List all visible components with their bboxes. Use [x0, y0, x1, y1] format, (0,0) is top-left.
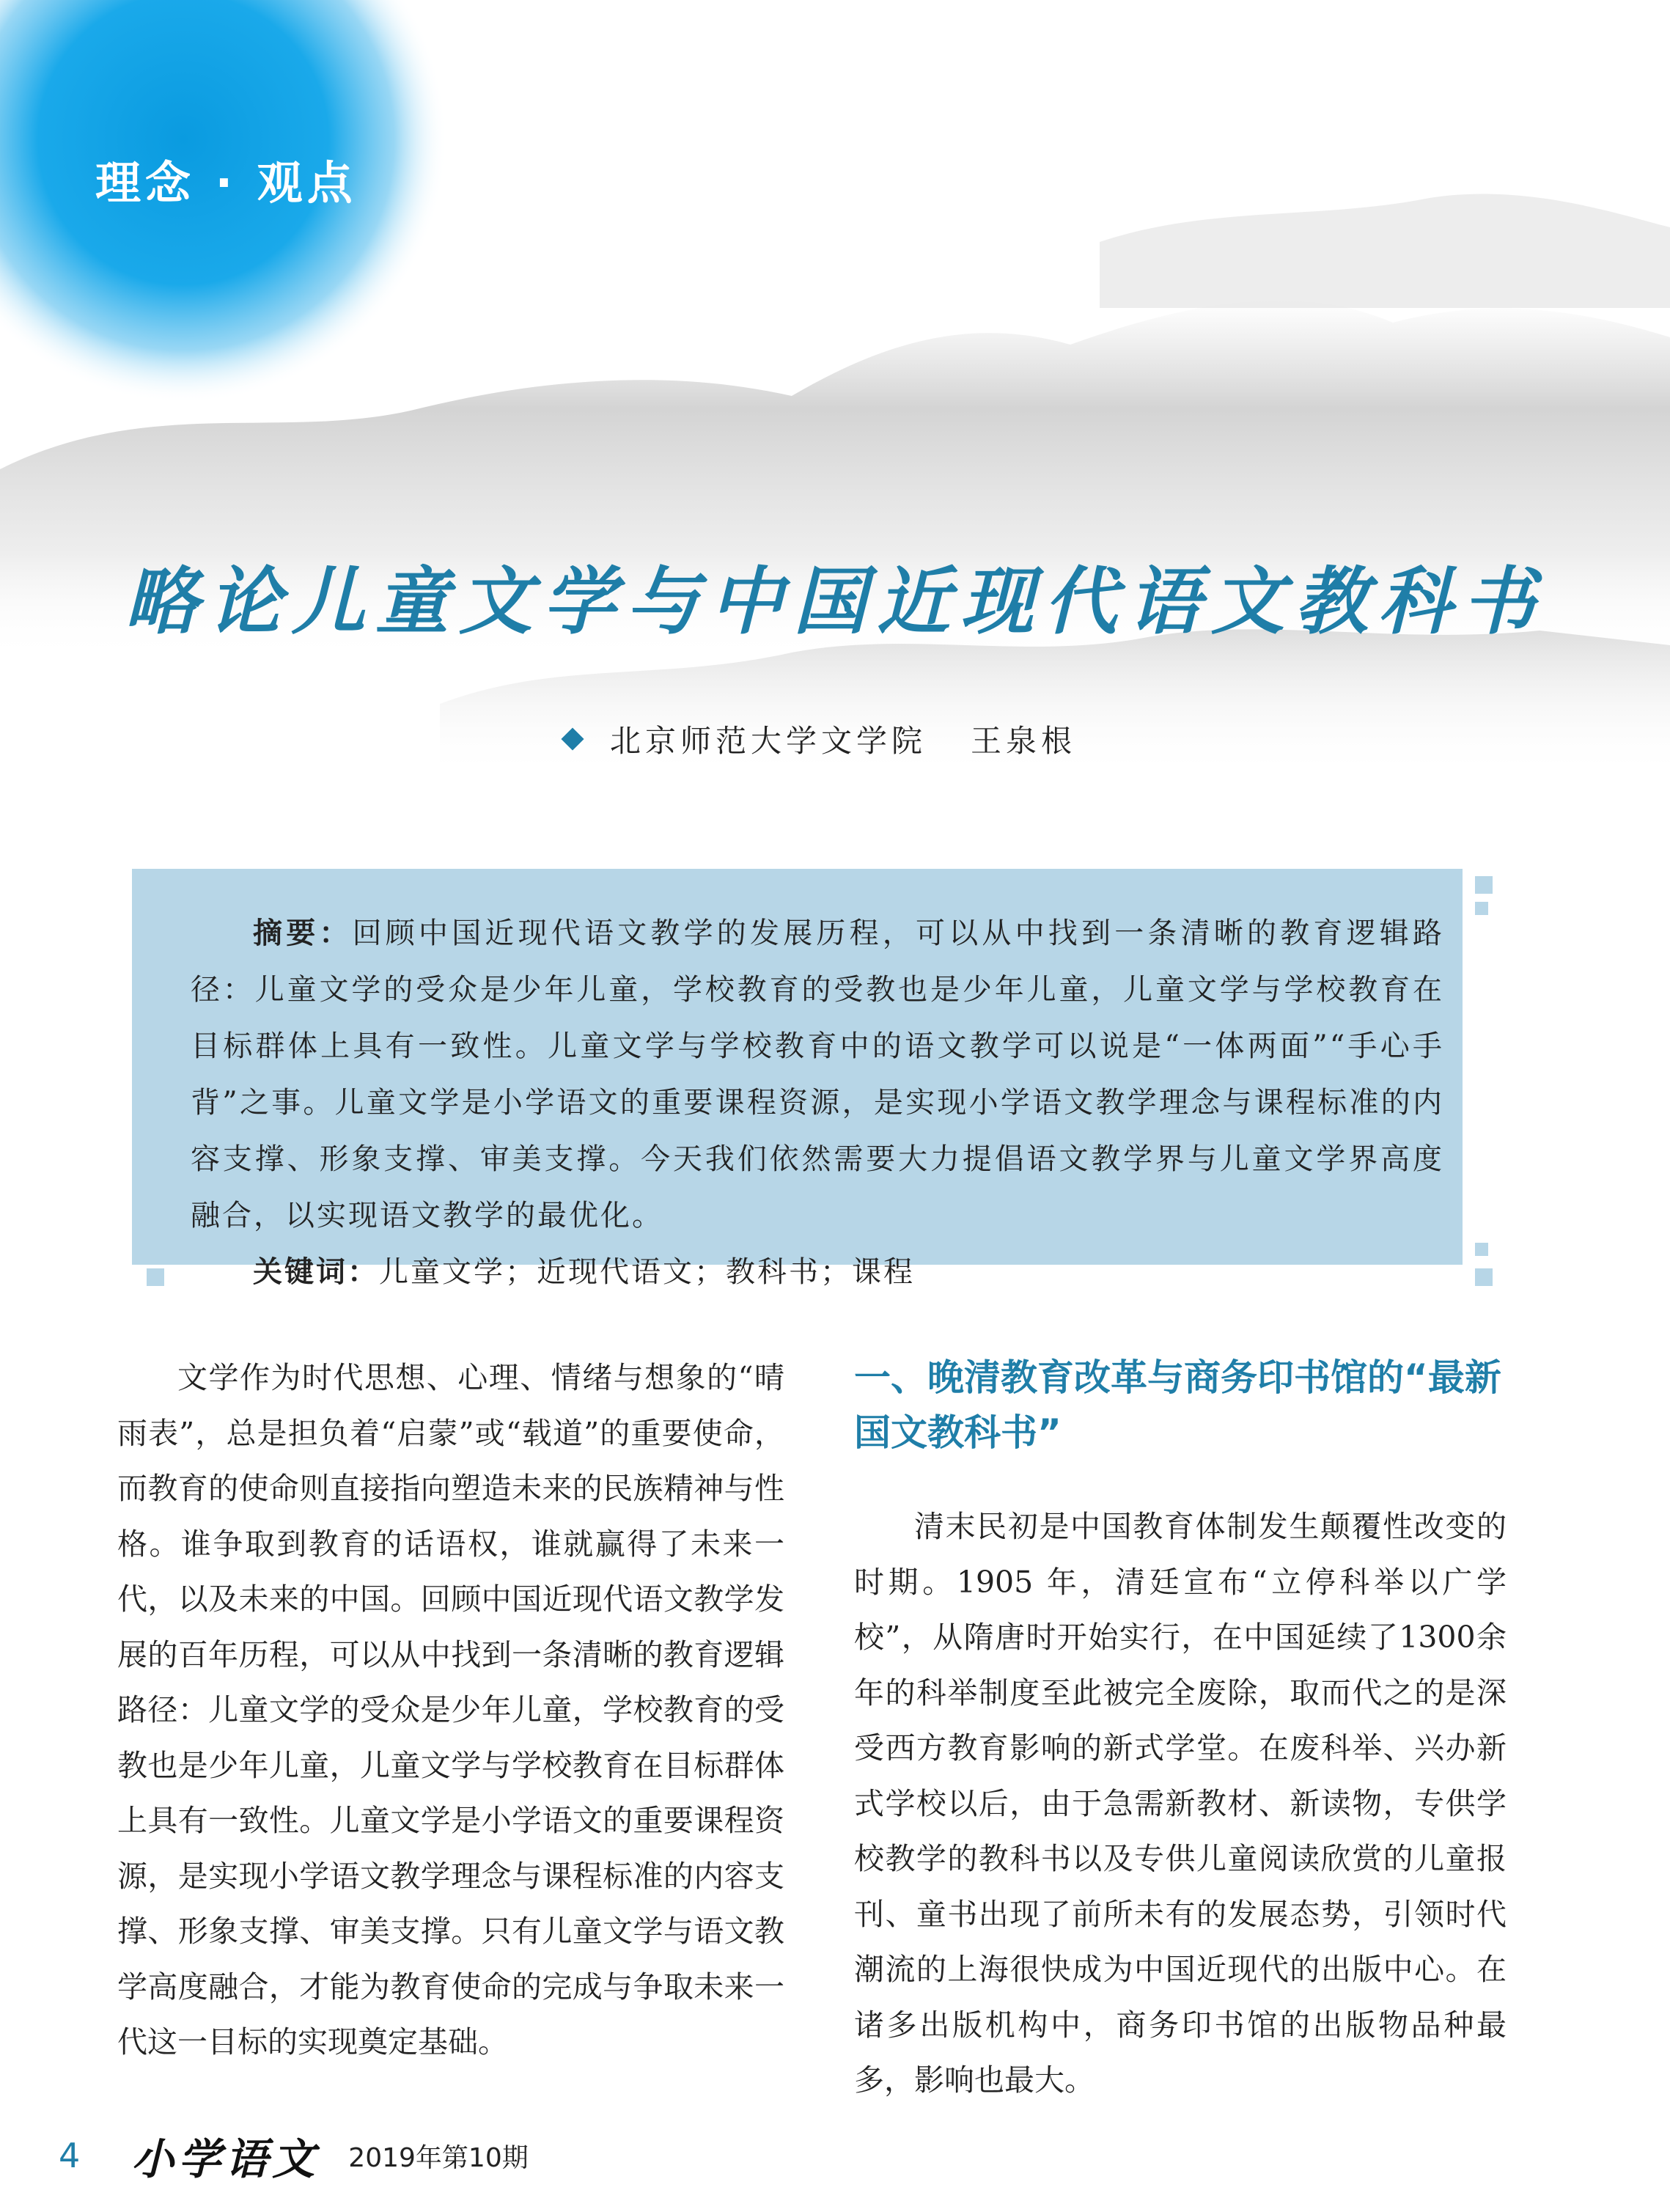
abstract-corner-decoration [147, 902, 160, 915]
abstract-corner-decoration [1475, 902, 1488, 915]
body-paragraph: 清末民初是中国教育体制发生颠覆性改变的时期。1905 年，清廷宣布“立停科举以广学校”，从隋唐时开始实行，在中国延续了1300余年的科举制度至此被完全废除，取而代之的是深受西方教育影响的新式学堂。在废科举、兴办新式学校以后，由于急需新教材、新读物，专供学校教学的教科书以及专供儿童阅读欣赏的儿童报刊、童书出现了前所未有的发展态势，引领时代潮流的上海很快成为中国近现代的出版中心。在诸多出版机构中，商务印书馆的出版物品种最多，影响也最大。 [854, 1509, 1507, 2098]
abstract-body: 回顾中国近现代语文教学的发展历程，可以从中找到一条清晰的教育逻辑路径：儿童文学的受众是少年儿童，学校教育的受教也是少年儿童，儿童文学与学校教育在目标群体上具有一致性。儿童文学与学校教育中的语文教学可以说是“一体两面”“手心手背”之事。儿童文学是小学语文的重要课程资源，是实现小学语文教学理念与课程标准的内容支撑、形象支撑、审美支撑。今天我们依然需要大力提倡语文教学界与儿童文学界高度融合，以实现语文教学的最优化。 [191, 916, 1445, 1232]
body-column-right [854, 1499, 1507, 2109]
author-line [564, 717, 1076, 761]
body-paragraph: 文学作为时代思想、心理、情绪与想象的“晴雨表”，总是担负着“启蒙”或“载道”的重要使命，而教育的使命则直接指向塑造未来的民族精神与性格。谁争取到教育的话语权，谁就赢得了未来一代，以及未来的中国。回顾中国近现代语文教学发展的百年历程，可以从中找到一条清晰的教育逻辑路径：儿童文学的受众是少年儿童，学校教育的受教也是少年儿童，儿童文学与学校教育在目标群体上具有一致性。儿童文学是小学语文的重要课程资源，是实现小学语文教学理念与课程标准的内容支撑、形象支撑、审美支撑。只有儿童文学与语文教学高度融合，才能为教育使命的完成与争取未来一代这一目标的实现奠定基础。 [117, 1360, 784, 2059]
keywords-label: 关键词： [253, 1255, 379, 1289]
abstract-corner-decoration [1475, 876, 1493, 894]
body-column-left [117, 1351, 784, 2070]
abstract-corner-decoration [147, 1268, 164, 1286]
article-title: 略论儿童文学与中国近现代语文教科书 [125, 558, 1545, 644]
author-name: 王泉根 [971, 723, 1077, 759]
keywords-body: 儿童文学；近现代语文；教科书；课程 [379, 1255, 915, 1289]
abstract-corner-decoration [147, 1243, 160, 1256]
abstract-label: 摘要： [253, 916, 353, 950]
keywords-paragraph [191, 1244, 1444, 1301]
diamond-icon [561, 727, 584, 750]
abstract-corner-decoration [1475, 1268, 1493, 1286]
author-affiliation: 北京师范大学文学院 [610, 723, 927, 759]
abstract [191, 905, 1444, 1301]
abstract-corner-decoration [147, 876, 164, 894]
abstract-corner-decoration [1475, 1243, 1488, 1256]
page-footer [59, 2130, 529, 2184]
issue-label: 2019年第10期 [348, 2142, 529, 2173]
abstract-paragraph [191, 905, 1444, 1244]
magazine-name: 小学语文 [131, 2134, 320, 2184]
section-heading: 一、晚清教育改革与商务印书馆的“最新国文教科书” [854, 1356, 1501, 1454]
section-tag: 理念 · 观点 [95, 156, 357, 210]
page-number: 4 [59, 2136, 81, 2175]
